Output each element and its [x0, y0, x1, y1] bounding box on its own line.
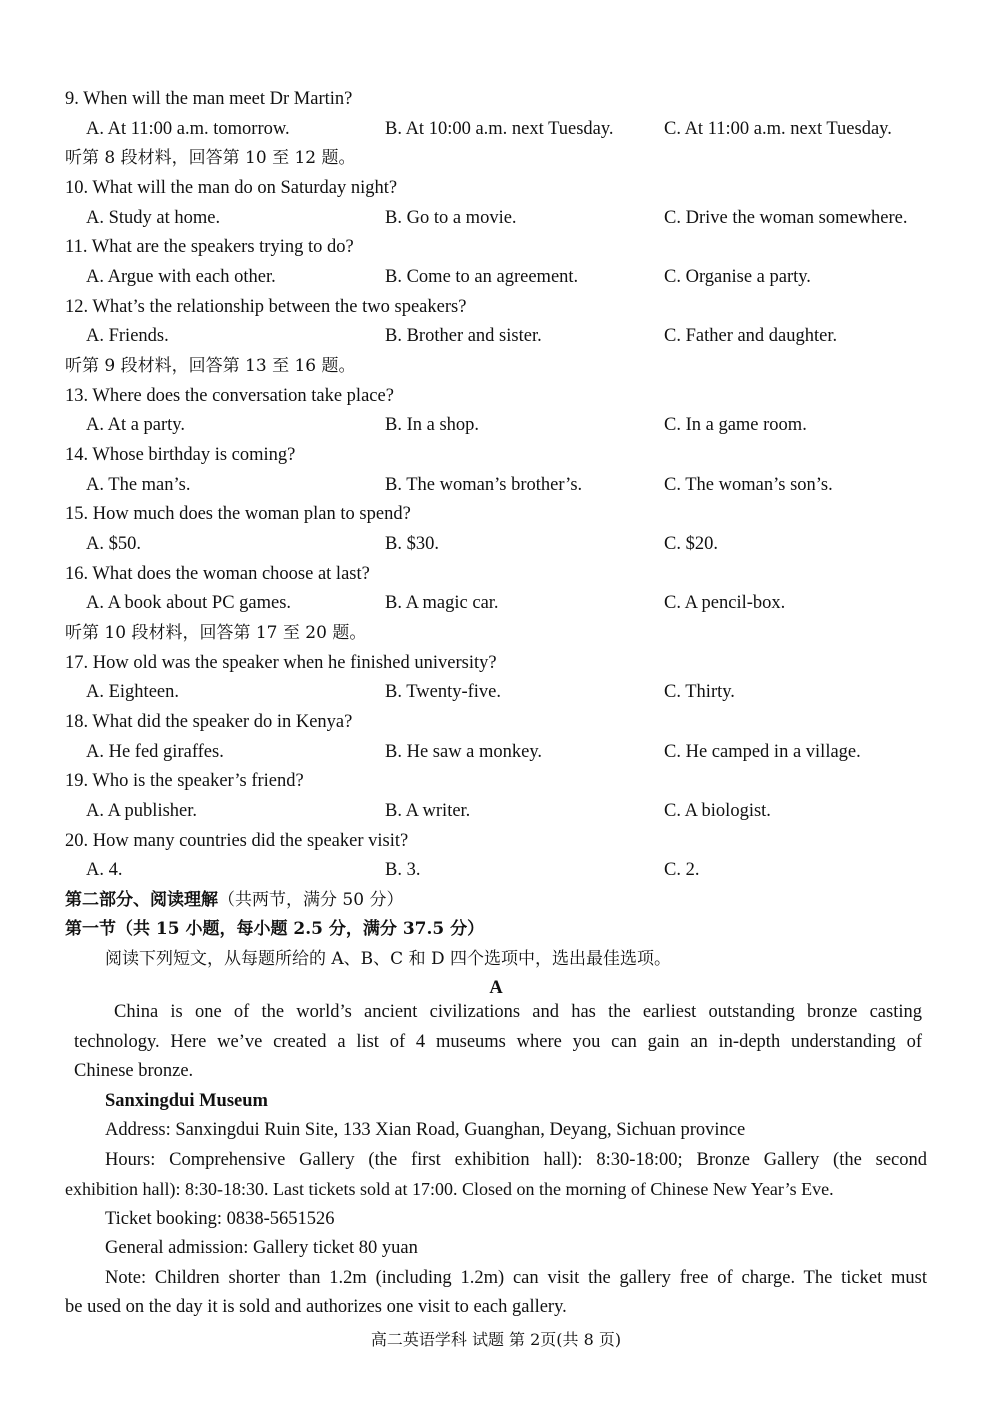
- option-c: C. $20.: [664, 534, 718, 554]
- option-b: B. In a shop.: [385, 415, 480, 435]
- passage-intro-line-3: Chinese bronze.: [74, 1061, 194, 1081]
- option-b: B. Brother and sister.: [385, 326, 542, 346]
- option-c: C. Father and daughter.: [664, 326, 838, 346]
- option-c: C. The woman’s son’s.: [664, 475, 833, 495]
- option-a: A. $50.: [86, 534, 141, 554]
- option-b: B. A magic car.: [385, 593, 499, 613]
- options-17: [86, 679, 946, 705]
- note-line-1: Note: Children shorter than 1.2m (including 1.2m) can visit the gallery free of charge. The ticket must: [105, 1268, 927, 1288]
- option-a: A. A book about PC games.: [86, 593, 292, 613]
- options-16: [86, 590, 946, 616]
- instruction-segment-9: 听第 9 段材料，回答第 13 至 16 题。: [65, 356, 356, 376]
- question-13: 13. Where does the conversation take place?: [65, 386, 394, 406]
- museum-hours-line-1: Hours: Comprehensive Gallery (the first exhibition hall): 8:30-18:00; Bronze Gallery (the second: [105, 1150, 927, 1170]
- section-1-heading: 第一节（共 15 小题，每小题 2.5 分，满分 37.5 分）: [65, 919, 485, 939]
- section-1-instruction: 阅读下列短文，从每题所给的 A、B、C 和 D 四个选项中，选出最佳选项。: [105, 949, 672, 969]
- option-a: A. The man’s.: [86, 475, 191, 495]
- option-b: B. He saw a monkey.: [385, 742, 543, 762]
- option-c: C. A biologist.: [664, 801, 771, 821]
- question-10: 10. What will the man do on Saturday night?: [65, 178, 398, 198]
- option-c: C. In a game room.: [664, 415, 807, 435]
- options-13: [86, 412, 946, 438]
- option-b: B. Twenty-five.: [385, 682, 502, 702]
- museum-address: Address: Sanxingdui Ruin Site, 133 Xian Road, Guanghan, Deyang, Sichuan province: [105, 1120, 746, 1140]
- options-20: [86, 857, 946, 883]
- question-9: 9. When will the man meet Dr Martin?: [65, 89, 353, 109]
- option-c: C. At 11:00 a.m. next Tuesday.: [664, 119, 892, 139]
- option-a: A. At a party.: [86, 415, 185, 435]
- option-b: B. Go to a movie.: [385, 208, 517, 228]
- options-10: [86, 205, 946, 231]
- option-c: C. Thirty.: [664, 682, 735, 702]
- option-c: C. A pencil-box.: [664, 593, 786, 613]
- option-a: A. Argue with each other.: [86, 267, 276, 287]
- note-line-2: be used on the day it is sold and authorizes one visit to each gallery.: [65, 1297, 567, 1317]
- options-12: [86, 323, 946, 349]
- options-19: [86, 798, 946, 824]
- option-b: B. At 10:00 a.m. next Tuesday.: [385, 119, 614, 139]
- question-12: 12. What’s the relationship between the two speakers?: [65, 297, 467, 317]
- option-a: A. 4.: [86, 860, 123, 880]
- museum-name: Sanxingdui Museum: [105, 1091, 268, 1111]
- question-20: 20. How many countries did the speaker visit?: [65, 831, 409, 851]
- option-a: A. Friends.: [86, 326, 169, 346]
- option-a: A. At 11:00 a.m. tomorrow.: [86, 119, 290, 139]
- option-b: B. Come to an agreement.: [385, 267, 579, 287]
- option-c: C. He camped in a village.: [664, 742, 861, 762]
- options-15: [86, 531, 946, 557]
- question-18: 18. What did the speaker do in Kenya?: [65, 712, 353, 732]
- instruction-segment-8: 听第 8 段材料，回答第 10 至 12 题。: [65, 148, 356, 168]
- options-14: [86, 472, 946, 498]
- page-footer: 高二英语学科 试题 第 2页(共 8 页): [370, 1330, 622, 1349]
- part-2-title: 第二部分、阅读理解: [65, 890, 218, 910]
- question-16: 16. What does the woman choose at last?: [65, 564, 370, 584]
- part-2-heading: [65, 887, 403, 913]
- passage-label: A: [489, 978, 503, 998]
- part-2-score: （共两节，满分 50 分）: [218, 890, 404, 910]
- passage-intro-line-2: technology. Here we’ve created a list of 4 museums where you can gain an in-depth understanding of: [74, 1032, 922, 1052]
- museum-hours-line-2: exhibition hall): 8:30-18:30. Last tickets sold at 17:00. Closed on the morning of Chinese New Year’s Eve.: [65, 1179, 834, 1199]
- question-11: 11. What are the speakers trying to do?: [65, 237, 354, 257]
- option-b: B. A writer.: [385, 801, 471, 821]
- question-19: 19. Who is the speaker’s friend?: [65, 771, 304, 791]
- option-a: A. A publisher.: [86, 801, 198, 821]
- ticket-booking: Ticket booking: 0838-5651526: [105, 1209, 335, 1229]
- option-c: C. 2.: [664, 860, 700, 880]
- option-a: A. Eighteen.: [86, 682, 179, 702]
- instruction-segment-10: 听第 10 段材料，回答第 17 至 20 题。: [65, 623, 367, 643]
- options-18: [86, 739, 946, 765]
- passage-intro-line-1: China is one of the world’s ancient civilizations and has the earliest outstanding bronze casting: [114, 1002, 922, 1022]
- question-15: 15. How much does the woman plan to spend?: [65, 504, 411, 524]
- option-c: C. Organise a party.: [664, 267, 811, 287]
- option-c: C. Drive the woman somewhere.: [664, 208, 908, 228]
- question-14: 14. Whose birthday is coming?: [65, 445, 296, 465]
- option-b: B. 3.: [385, 860, 421, 880]
- options-9: [86, 116, 946, 142]
- option-a: A. Study at home.: [86, 208, 221, 228]
- option-b: B. The woman’s brother’s.: [385, 475, 583, 495]
- option-a: A. He fed giraffes.: [86, 742, 224, 762]
- options-11: [86, 264, 946, 290]
- question-17: 17. How old was the speaker when he finished university?: [65, 653, 497, 673]
- option-b: B. $30.: [385, 534, 439, 554]
- general-admission: General admission: Gallery ticket 80 yuan: [105, 1238, 418, 1258]
